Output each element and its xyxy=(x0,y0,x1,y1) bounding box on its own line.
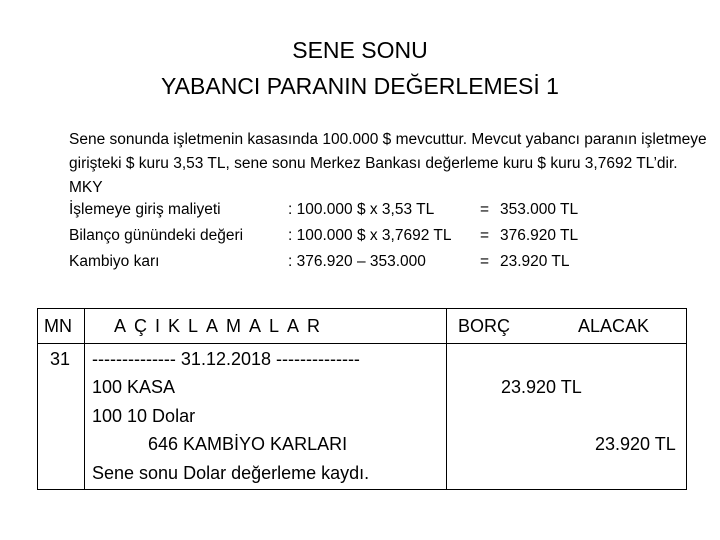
calc-label-balance-value: Bilanço günündeki değeri xyxy=(69,227,244,244)
calc-eq-balance-value: = xyxy=(480,227,490,244)
calc-expr-balance-value: : 100.000 $ x 3,7692 TL xyxy=(288,227,452,244)
calc-result-entry-cost: 353.000 TL xyxy=(500,201,579,218)
problem-paragraph: Sene sonunda işletmenin kasasında 100.000 $ mevcuttur. Mevcut yabancı paranın işletmeye girişteki $ kuru 3,53 TL, sene sonu Merkez Bankası değerleme kuru $ kuru 3,7692 TL’dir. MKY xyxy=(69,131,707,196)
header-debit: BORÇ xyxy=(458,316,511,336)
calc-eq-entry-cost: = xyxy=(480,201,490,218)
credit-amount: 23.920 TL xyxy=(595,434,676,454)
entry-date-line: -------------- 31.12.2018 -------------- xyxy=(92,349,360,369)
header-mn: MN xyxy=(44,316,72,336)
calc-label-entry-cost: İşlemeye giriş maliyeti xyxy=(69,201,221,218)
credit-account: 646 KAMBİYO KARLARI xyxy=(148,434,348,454)
calc-expr-entry-cost: : 100.000 $ x 3,53 TL xyxy=(288,201,435,218)
calc-expr-exchange-gain: : 376.920 – 353.000 xyxy=(288,253,426,270)
column-divider-mn xyxy=(84,309,85,489)
calc-result-balance-value: 376.920 TL xyxy=(500,227,579,244)
calc-label-exchange-gain: Kambiyo karı xyxy=(69,253,160,270)
sub-account: 100 10 Dolar xyxy=(92,406,196,426)
column-divider-amounts xyxy=(446,309,447,489)
entry-number: 31 xyxy=(50,349,71,369)
debit-account: 100 KASA xyxy=(92,377,176,397)
slide-title-line2: YABANCI PARANIN DEĞERLEMESİ 1 xyxy=(161,73,559,99)
header-credit: ALACAK xyxy=(578,316,650,336)
calc-eq-exchange-gain: = xyxy=(480,253,490,270)
header-description: AÇIKLAMALAR xyxy=(114,316,329,336)
entry-explanation: Sene sonu Dolar değerleme kaydı. xyxy=(92,463,370,483)
header-divider xyxy=(38,343,686,344)
journal-entry-table xyxy=(37,308,687,490)
calc-result-exchange-gain: 23.920 TL xyxy=(500,253,570,270)
slide-title-line1: SENE SONU xyxy=(292,37,428,63)
debit-amount: 23.920 TL xyxy=(501,377,582,397)
